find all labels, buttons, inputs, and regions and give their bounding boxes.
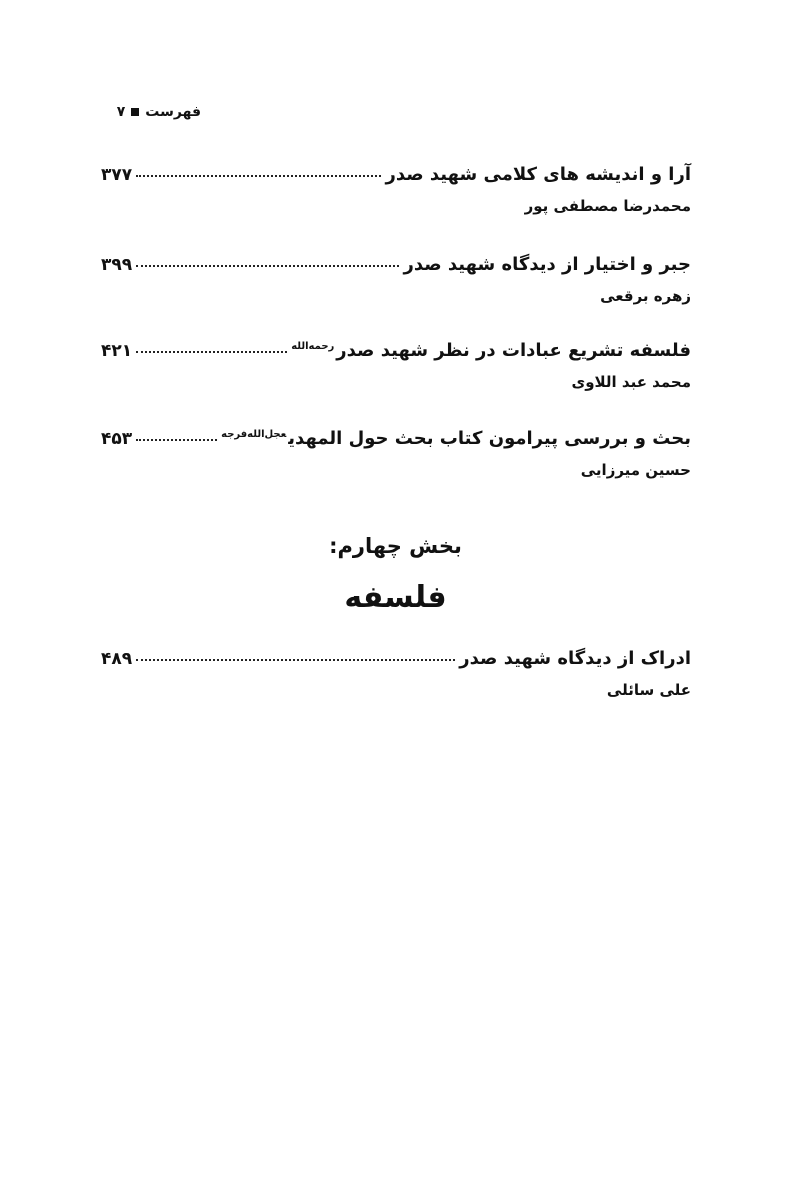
square-bullet-icon	[131, 108, 139, 116]
toc-entry-title: فلسفه تشریع عبادات در نظر شهید صدر$^{رحمه‌الله}$	[291, 340, 691, 361]
toc-entry-title: ادراک از دیدگاه شهید صدر	[459, 648, 691, 669]
dot-leader	[136, 265, 399, 267]
toc-entry-page: ۴۸۹	[101, 649, 133, 669]
toc-entry-author: علی سائلی	[606, 681, 691, 699]
running-header	[117, 104, 201, 120]
dot-leader	[136, 439, 217, 441]
toc-line	[101, 340, 691, 361]
toc-entry-title: جبر و اختیار از دیدگاه شهید صدر	[403, 254, 691, 275]
toc-entry-title: بحث و بررسی پیرامون کتاب بحث حول المهدی$^{عجل‌الله‌فرجه}$	[221, 428, 691, 449]
honorific-mark: عجل‌الله‌فرجه	[221, 429, 287, 440]
honorific-mark: رحمه‌الله	[291, 341, 335, 352]
toc-entry-page: ۳۹۹	[101, 255, 133, 275]
header-title: فهرست	[145, 104, 201, 120]
toc-entry-author: محمدرضا مصطفی پور	[524, 197, 691, 215]
toc-entry-author: زهره برقعی	[600, 287, 691, 305]
toc-entry-author: محمد عبد اللاوی	[571, 373, 691, 391]
toc-entry	[101, 428, 691, 479]
toc-line	[101, 648, 691, 669]
dot-leader	[136, 351, 287, 353]
toc-line	[101, 164, 691, 185]
toc-entry	[101, 254, 691, 305]
dot-leader	[136, 659, 455, 661]
toc-entry-page: ۴۵۳	[101, 429, 133, 449]
toc-entry-page: ۳۷۷	[101, 165, 133, 185]
part-title: فلسفه	[344, 580, 447, 615]
toc-line	[101, 254, 691, 275]
toc-entry-title: آرا و اندیشه های کلامی شهید صدر	[385, 164, 691, 185]
dot-leader	[136, 175, 381, 177]
toc-entry	[101, 164, 691, 215]
toc-entry-page: ۴۲۱	[101, 341, 133, 361]
toc-entry-author: حسین میرزایی	[580, 461, 691, 479]
toc-entry	[101, 648, 691, 699]
header-page-number: ۷	[116, 104, 126, 120]
part-heading: بخش چهارم:	[329, 534, 462, 558]
toc-entry	[101, 340, 691, 391]
toc-line	[101, 428, 691, 449]
